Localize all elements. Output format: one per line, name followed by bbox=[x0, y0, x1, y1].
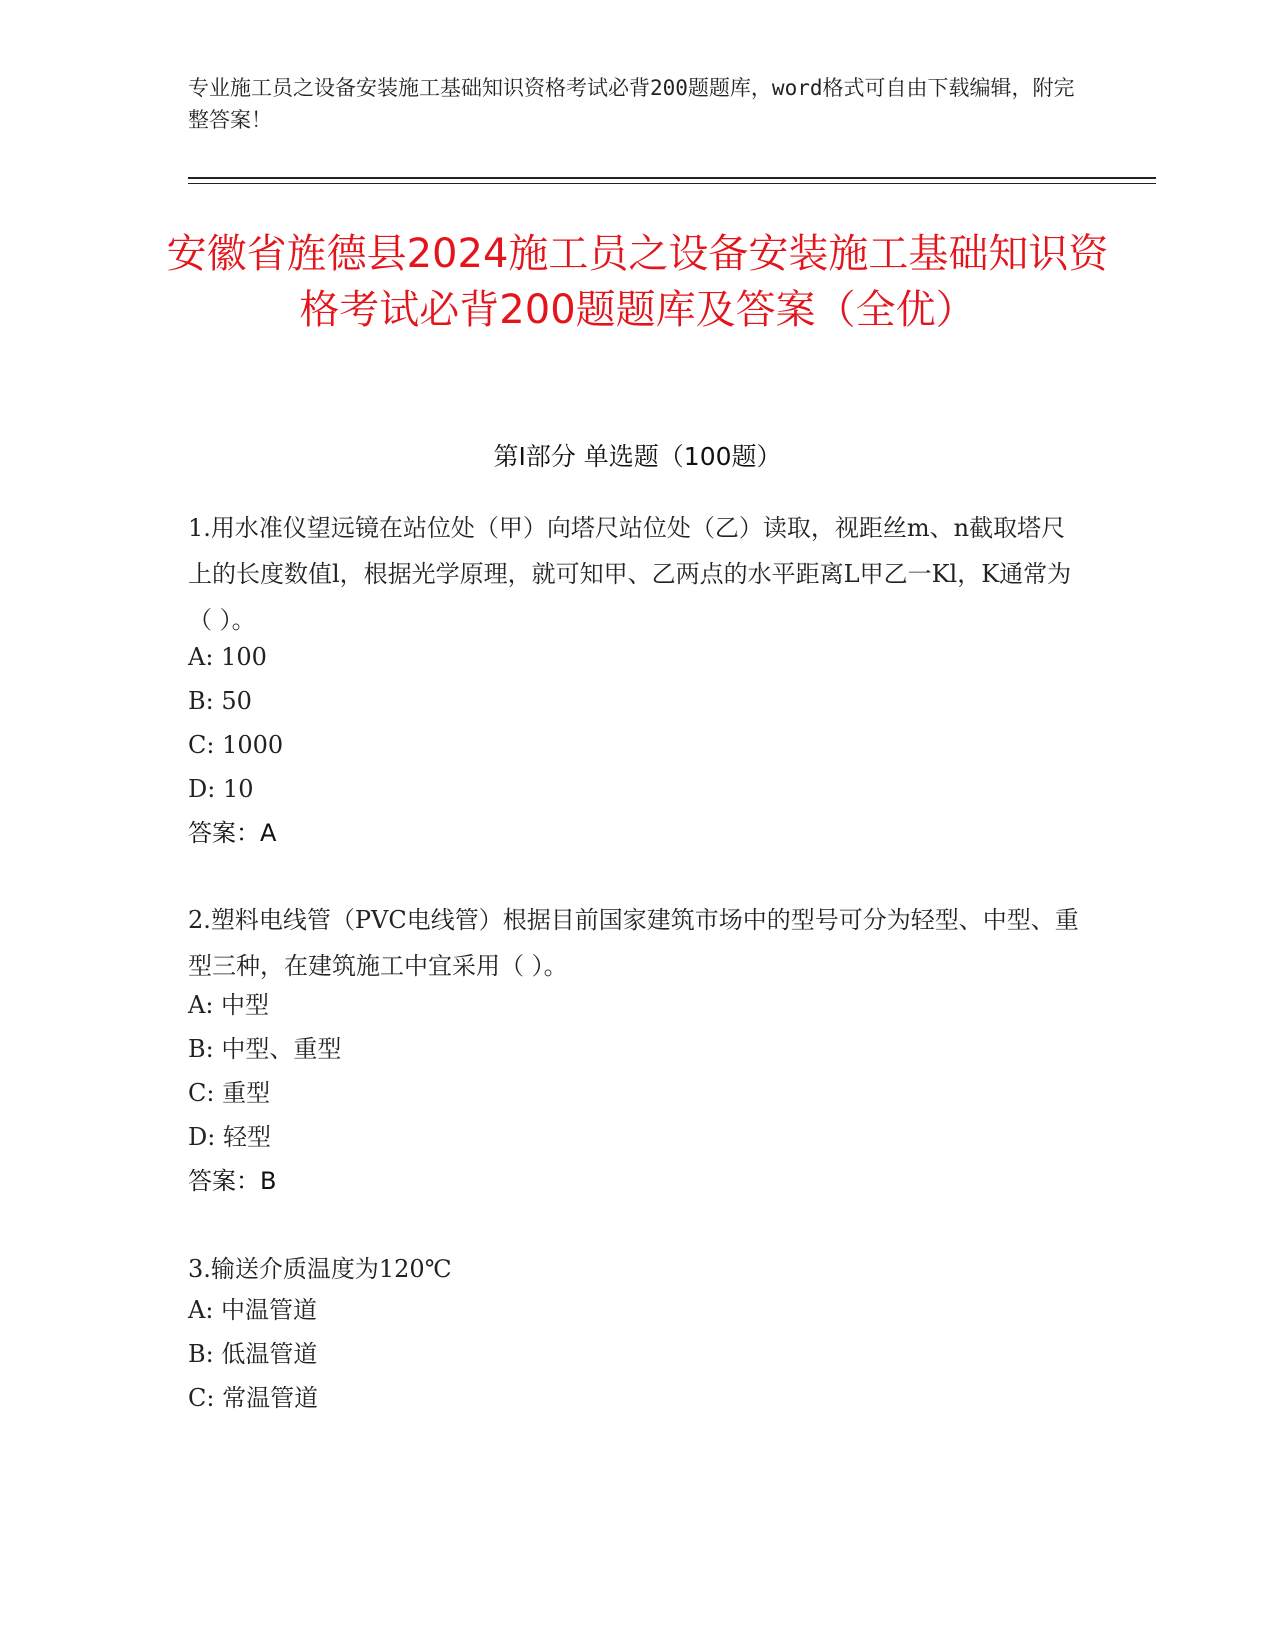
document-title: 安徽省旌德县2024施工员之设备安装施工基础知识资格考试必背200题题库及答案（全优） bbox=[166, 231, 1109, 333]
header-divider-thick bbox=[188, 177, 1156, 179]
question-3-option-c: C: 常温管道 bbox=[188, 1384, 319, 1412]
question-1-stem: 1.用水准仪望远镜在站位处（甲）向塔尺站位处（乙）读取，视距丝m、n截取塔尺上的长度数值l，根据光学原理，就可知甲、乙两点的水平距离L甲乙一Kl，K通常为（ ）。 bbox=[188, 514, 1072, 634]
question-3-stem: 3.输送介质温度为120℃ bbox=[188, 1255, 452, 1283]
question-1-option-a: A: 100 bbox=[188, 643, 267, 671]
section-heading: 第Ⅰ部分 单选题（100题） bbox=[493, 442, 782, 471]
question-1-option-d: D: 10 bbox=[188, 775, 254, 803]
question-2-stem: 2.塑料电线管（PVC电线管）根据目前国家建筑市场中的型号可分为轻型、中型、重型三种，在建筑施工中宜采用（ ）。 bbox=[188, 906, 1079, 980]
question-2-option-a: A: 中型 bbox=[188, 991, 270, 1019]
question-1-option-c: C: 1000 bbox=[188, 731, 284, 759]
header-divider-thin bbox=[188, 183, 1156, 184]
question-2-option-d: D: 轻型 bbox=[188, 1123, 271, 1151]
question-2-answer: 答案：B bbox=[188, 1167, 277, 1195]
header-note: 专业施工员之设备安装施工基础知识资格考试必背200题题库，word格式可自由下载编辑，附完整答案！ bbox=[188, 76, 1075, 132]
question-3-option-b: B: 低温管道 bbox=[188, 1340, 318, 1368]
question-1-option-b: B: 50 bbox=[188, 687, 252, 715]
question-3-option-a: A: 中温管道 bbox=[188, 1296, 318, 1324]
question-1-answer: 答案：A bbox=[188, 819, 277, 847]
question-2-option-b: B: 中型、重型 bbox=[188, 1035, 342, 1063]
question-2-option-c: C: 重型 bbox=[188, 1079, 271, 1107]
